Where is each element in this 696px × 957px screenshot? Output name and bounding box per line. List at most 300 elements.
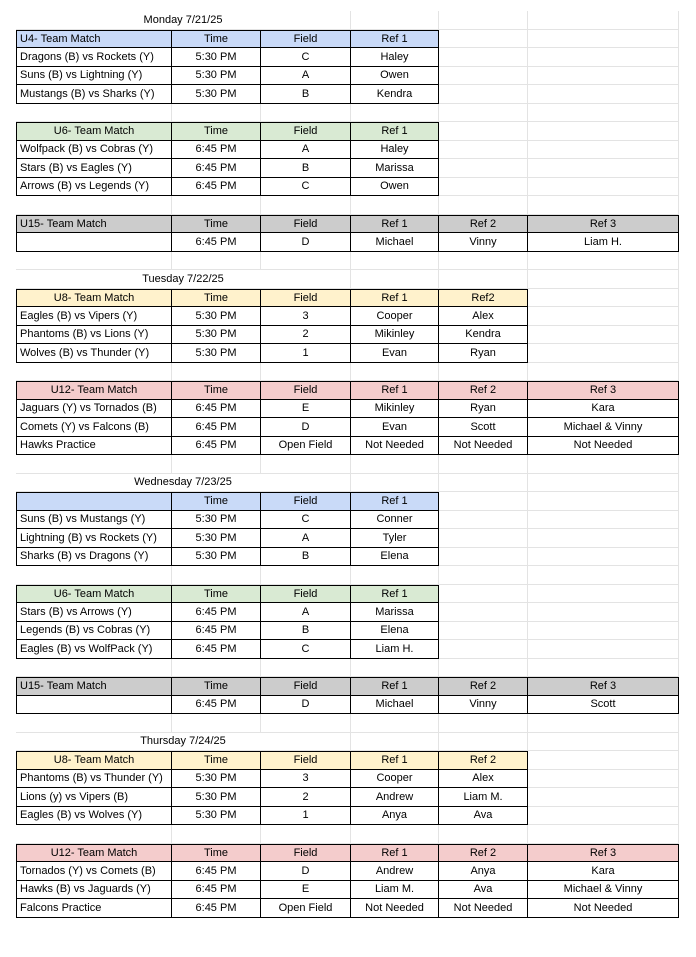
empty-cell[interactable] (261, 714, 351, 733)
value-cell[interactable]: Andrew (351, 788, 439, 807)
column-header[interactable]: Time (172, 751, 261, 770)
empty-cell[interactable] (351, 252, 439, 271)
empty-cell[interactable] (351, 11, 439, 30)
value-cell[interactable]: 5:30 PM (172, 511, 261, 530)
value-cell[interactable]: Vinny (439, 233, 528, 252)
empty-cell[interactable] (16, 566, 172, 585)
value-cell[interactable]: Michael (351, 696, 439, 715)
empty-cell[interactable] (351, 733, 439, 752)
empty-cell[interactable] (528, 270, 679, 289)
empty-cell[interactable] (439, 122, 528, 141)
value-cell[interactable]: 5:30 PM (172, 67, 261, 86)
column-header[interactable]: Ref 2 (439, 844, 528, 863)
empty-cell[interactable] (261, 659, 351, 678)
empty-cell[interactable] (351, 363, 439, 382)
value-cell[interactable]: A (261, 67, 351, 86)
value-cell[interactable]: Conner (351, 511, 439, 530)
empty-cell[interactable] (528, 178, 679, 197)
value-cell[interactable]: C (261, 48, 351, 67)
column-header[interactable]: Ref2 (439, 289, 528, 308)
value-cell[interactable]: Haley (351, 48, 439, 67)
value-cell[interactable]: Kendra (439, 326, 528, 345)
value-cell[interactable]: A (261, 141, 351, 160)
value-cell[interactable]: Liam H. (528, 233, 679, 252)
value-cell[interactable]: Evan (351, 418, 439, 437)
table-row (16, 418, 679, 437)
empty-cell[interactable] (528, 474, 679, 493)
empty-cell[interactable] (439, 141, 528, 160)
table-row (16, 788, 679, 807)
value-cell[interactable]: B (261, 159, 351, 178)
value-cell[interactable]: 5:30 PM (172, 548, 261, 567)
value-cell[interactable]: 6:45 PM (172, 233, 261, 252)
day-title[interactable]: Wednesday 7/23/25 (16, 474, 351, 493)
match-cell[interactable] (16, 696, 172, 715)
day-title[interactable]: Monday 7/21/25 (16, 11, 351, 30)
value-cell[interactable]: Kara (528, 400, 679, 419)
value-cell[interactable]: A (261, 603, 351, 622)
team-match-header[interactable]: U8- Team Match (16, 751, 172, 770)
value-cell[interactable]: Open Field (261, 899, 351, 918)
table-row (16, 881, 679, 900)
value-cell[interactable]: A (261, 529, 351, 548)
column-header[interactable]: Ref 1 (351, 30, 439, 49)
value-cell[interactable]: 5:30 PM (172, 770, 261, 789)
value-cell[interactable]: D (261, 418, 351, 437)
empty-cell[interactable] (528, 511, 679, 530)
column-header[interactable]: Ref 1 (351, 751, 439, 770)
match-cell[interactable]: Lions (y) vs Vipers (B) (16, 788, 172, 807)
column-header[interactable]: Ref 1 (351, 492, 439, 511)
column-header[interactable]: Field (261, 844, 351, 863)
empty-cell[interactable] (351, 474, 439, 493)
column-header[interactable]: Ref 1 (351, 677, 439, 696)
value-cell[interactable]: Cooper (351, 307, 439, 326)
column-header[interactable]: Time (172, 122, 261, 141)
day-title[interactable]: Thursday 7/24/25 (16, 733, 351, 752)
value-cell[interactable]: Scott (528, 696, 679, 715)
value-cell[interactable]: Ava (439, 807, 528, 826)
value-cell[interactable]: Elena (351, 622, 439, 641)
empty-cell[interactable] (528, 344, 679, 363)
empty-cell[interactable] (528, 770, 679, 789)
empty-cell[interactable] (351, 714, 439, 733)
column-header[interactable]: Time (172, 30, 261, 49)
column-header[interactable]: Ref 3 (528, 844, 679, 863)
match-cell[interactable]: Legends (B) vs Cobras (Y) (16, 622, 172, 641)
value-cell[interactable]: Ryan (439, 400, 528, 419)
spacer-row (16, 714, 679, 733)
empty-cell[interactable] (16, 196, 172, 215)
value-cell[interactable]: 6:45 PM (172, 881, 261, 900)
empty-cell[interactable] (528, 603, 679, 622)
value-cell[interactable]: 6:45 PM (172, 640, 261, 659)
empty-cell[interactable] (528, 11, 679, 30)
column-header[interactable]: Field (261, 122, 351, 141)
column-header[interactable]: Time (172, 677, 261, 696)
value-cell[interactable]: 5:30 PM (172, 307, 261, 326)
empty-cell[interactable] (351, 825, 439, 844)
value-cell[interactable]: Ryan (439, 344, 528, 363)
team-match-header[interactable]: U12- Team Match (16, 844, 172, 863)
value-cell[interactable]: 6:45 PM (172, 159, 261, 178)
value-cell[interactable]: Scott (439, 418, 528, 437)
value-cell[interactable]: 5:30 PM (172, 344, 261, 363)
match-cell[interactable]: Comets (Y) vs Falcons (B) (16, 418, 172, 437)
empty-cell[interactable] (439, 104, 528, 123)
value-cell[interactable]: B (261, 622, 351, 641)
spacer-row (16, 825, 679, 844)
value-cell[interactable]: B (261, 85, 351, 104)
empty-cell[interactable] (439, 548, 528, 567)
empty-cell[interactable] (16, 659, 172, 678)
value-cell[interactable]: 6:45 PM (172, 696, 261, 715)
value-cell[interactable]: C (261, 511, 351, 530)
empty-cell[interactable] (261, 104, 351, 123)
value-cell[interactable]: 6:45 PM (172, 622, 261, 641)
column-header[interactable]: Ref 3 (528, 677, 679, 696)
value-cell[interactable]: Evan (351, 344, 439, 363)
empty-cell[interactable] (528, 307, 679, 326)
empty-cell[interactable] (528, 196, 679, 215)
value-cell[interactable]: 5:30 PM (172, 48, 261, 67)
value-cell[interactable]: 1 (261, 807, 351, 826)
match-cell[interactable]: Stars (B) vs Arrows (Y) (16, 603, 172, 622)
empty-cell[interactable] (439, 659, 528, 678)
team-match-header[interactable]: U6- Team Match (16, 585, 172, 604)
empty-cell[interactable] (528, 788, 679, 807)
match-cell[interactable]: Hawks (B) vs Jaguards (Y) (16, 881, 172, 900)
value-cell[interactable]: E (261, 400, 351, 419)
empty-cell[interactable] (528, 714, 679, 733)
value-cell[interactable]: 2 (261, 326, 351, 345)
empty-cell[interactable] (351, 196, 439, 215)
empty-cell[interactable] (351, 270, 439, 289)
date-row (16, 270, 679, 289)
match-cell[interactable]: Dragons (B) vs Rockets (Y) (16, 48, 172, 67)
column-header[interactable]: Time (172, 585, 261, 604)
empty-cell[interactable] (528, 159, 679, 178)
team-match-header[interactable]: U6- Team Match (16, 122, 172, 141)
empty-cell[interactable] (528, 363, 679, 382)
empty-cell[interactable] (528, 548, 679, 567)
empty-cell[interactable] (439, 252, 528, 271)
empty-cell[interactable] (16, 363, 172, 382)
value-cell[interactable]: Open Field (261, 437, 351, 456)
match-cell[interactable]: Eagles (B) vs WolfPack (Y) (16, 640, 172, 659)
value-cell[interactable]: Not Needed (351, 899, 439, 918)
table-row (16, 529, 679, 548)
team-match-header[interactable]: U4- Team Match (16, 30, 172, 49)
value-cell[interactable]: 6:45 PM (172, 418, 261, 437)
column-header[interactable]: Ref 1 (351, 289, 439, 308)
empty-cell[interactable] (261, 825, 351, 844)
column-header[interactable]: Ref 3 (528, 215, 679, 234)
empty-cell[interactable] (528, 30, 679, 49)
empty-cell[interactable] (16, 714, 172, 733)
value-cell[interactable]: Elena (351, 548, 439, 567)
empty-cell[interactable] (261, 196, 351, 215)
team-match-header[interactable]: U8- Team Match (16, 289, 172, 308)
empty-cell[interactable] (528, 492, 679, 511)
match-cell[interactable]: Phantoms (B) vs Thunder (Y) (16, 770, 172, 789)
column-header[interactable]: Field (261, 30, 351, 49)
empty-cell[interactable] (172, 455, 261, 474)
value-cell[interactable]: Owen (351, 178, 439, 197)
empty-cell[interactable] (528, 289, 679, 308)
value-cell[interactable]: Haley (351, 141, 439, 160)
empty-cell[interactable] (351, 659, 439, 678)
empty-cell[interactable] (172, 252, 261, 271)
value-cell[interactable]: Michael & Vinny (528, 418, 679, 437)
column-header[interactable]: Time (172, 215, 261, 234)
value-cell[interactable]: Liam H. (351, 640, 439, 659)
value-cell[interactable]: Liam M. (439, 788, 528, 807)
value-cell[interactable]: Not Needed (439, 437, 528, 456)
empty-cell[interactable] (528, 85, 679, 104)
empty-cell[interactable] (528, 566, 679, 585)
table-row (16, 862, 679, 881)
value-cell[interactable]: 5:30 PM (172, 529, 261, 548)
value-cell[interactable]: Marissa (351, 159, 439, 178)
empty-cell[interactable] (528, 585, 679, 604)
value-cell[interactable]: E (261, 881, 351, 900)
column-header[interactable]: Field (261, 215, 351, 234)
empty-cell[interactable] (439, 622, 528, 641)
empty-cell[interactable] (528, 67, 679, 86)
column-header[interactable]: Ref 2 (439, 751, 528, 770)
column-header[interactable]: Field (261, 492, 351, 511)
empty-cell[interactable] (439, 492, 528, 511)
column-header[interactable]: Time (172, 844, 261, 863)
empty-cell[interactable] (528, 455, 679, 474)
column-header[interactable]: Ref 2 (439, 677, 528, 696)
column-header[interactable]: Field (261, 289, 351, 308)
empty-cell[interactable] (528, 640, 679, 659)
empty-cell[interactable] (439, 30, 528, 49)
value-cell[interactable]: 5:30 PM (172, 788, 261, 807)
match-cell[interactable]: Phantoms (B) vs Lions (Y) (16, 326, 172, 345)
column-header[interactable]: Ref 1 (351, 381, 439, 400)
empty-cell[interactable] (172, 196, 261, 215)
empty-cell[interactable] (439, 196, 528, 215)
column-header[interactable]: Field (261, 381, 351, 400)
empty-cell[interactable] (261, 252, 351, 271)
column-header[interactable]: Ref 2 (439, 381, 528, 400)
table-header-row (16, 585, 679, 604)
value-cell[interactable]: 6:45 PM (172, 437, 261, 456)
empty-cell[interactable] (16, 455, 172, 474)
value-cell[interactable]: 6:45 PM (172, 862, 261, 881)
empty-cell[interactable] (261, 363, 351, 382)
match-cell[interactable]: Wolfpack (B) vs Cobras (Y) (16, 141, 172, 160)
column-header[interactable]: Time (172, 381, 261, 400)
empty-cell[interactable] (439, 85, 528, 104)
empty-cell[interactable] (261, 455, 351, 474)
empty-cell[interactable] (528, 807, 679, 826)
empty-cell[interactable] (351, 104, 439, 123)
value-cell[interactable]: Ava (439, 881, 528, 900)
empty-cell[interactable] (439, 455, 528, 474)
column-header[interactable]: Time (172, 289, 261, 308)
value-cell[interactable]: 6:45 PM (172, 141, 261, 160)
column-header[interactable]: Ref 1 (351, 844, 439, 863)
value-cell[interactable]: D (261, 233, 351, 252)
match-cell[interactable]: Hawks Practice (16, 437, 172, 456)
match-cell[interactable]: Falcons Practice (16, 899, 172, 918)
team-match-header[interactable]: U12- Team Match (16, 381, 172, 400)
value-cell[interactable]: 2 (261, 788, 351, 807)
value-cell[interactable]: 6:45 PM (172, 400, 261, 419)
team-match-header[interactable] (16, 492, 172, 511)
value-cell[interactable]: 1 (261, 344, 351, 363)
value-cell[interactable]: Owen (351, 67, 439, 86)
empty-cell[interactable] (439, 159, 528, 178)
empty-cell[interactable] (439, 474, 528, 493)
empty-cell[interactable] (439, 67, 528, 86)
match-cell[interactable]: Eagles (B) vs Wolves (Y) (16, 807, 172, 826)
value-cell[interactable]: C (261, 178, 351, 197)
value-cell[interactable]: 6:45 PM (172, 178, 261, 197)
empty-cell[interactable] (439, 603, 528, 622)
value-cell[interactable]: 6:45 PM (172, 899, 261, 918)
value-cell[interactable]: 5:30 PM (172, 85, 261, 104)
value-cell[interactable]: 6:45 PM (172, 603, 261, 622)
empty-cell[interactable] (528, 751, 679, 770)
value-cell[interactable]: 5:30 PM (172, 326, 261, 345)
empty-cell[interactable] (172, 104, 261, 123)
value-cell[interactable]: D (261, 696, 351, 715)
empty-cell[interactable] (439, 566, 528, 585)
match-cell[interactable]: Lightning (B) vs Rockets (Y) (16, 529, 172, 548)
match-cell[interactable]: Stars (B) vs Eagles (Y) (16, 159, 172, 178)
value-cell[interactable]: Not Needed (528, 437, 679, 456)
value-cell[interactable]: Not Needed (439, 899, 528, 918)
value-cell[interactable]: Not Needed (528, 899, 679, 918)
empty-cell[interactable] (351, 455, 439, 474)
value-cell[interactable]: 3 (261, 307, 351, 326)
empty-cell[interactable] (439, 11, 528, 30)
spacer-row (16, 566, 679, 585)
empty-cell[interactable] (439, 178, 528, 197)
empty-cell[interactable] (528, 104, 679, 123)
value-cell[interactable]: C (261, 640, 351, 659)
column-header[interactable]: Ref 3 (528, 381, 679, 400)
value-cell[interactable]: 3 (261, 770, 351, 789)
value-cell[interactable]: Marissa (351, 603, 439, 622)
empty-cell[interactable] (528, 48, 679, 67)
value-cell[interactable]: Kara (528, 862, 679, 881)
value-cell[interactable]: Anya (351, 807, 439, 826)
empty-cell[interactable] (172, 659, 261, 678)
value-cell[interactable]: Cooper (351, 770, 439, 789)
empty-cell[interactable] (528, 529, 679, 548)
empty-cell[interactable] (439, 270, 528, 289)
empty-cell[interactable] (439, 511, 528, 530)
value-cell[interactable]: Alex (439, 770, 528, 789)
match-cell[interactable]: Suns (B) vs Lightning (Y) (16, 67, 172, 86)
empty-cell[interactable] (439, 529, 528, 548)
match-cell[interactable]: Wolves (B) vs Thunder (Y) (16, 344, 172, 363)
column-header[interactable]: Time (172, 492, 261, 511)
column-header[interactable]: Field (261, 751, 351, 770)
value-cell[interactable]: Mikinley (351, 326, 439, 345)
match-cell[interactable] (16, 233, 172, 252)
value-cell[interactable]: Kendra (351, 85, 439, 104)
match-cell[interactable]: Jaguars (Y) vs Tornados (B) (16, 400, 172, 419)
team-match-header[interactable]: U15- Team Match (16, 677, 172, 696)
team-match-header[interactable]: U15- Team Match (16, 215, 172, 234)
empty-cell[interactable] (528, 825, 679, 844)
value-cell[interactable]: Michael (351, 233, 439, 252)
column-header[interactable]: Ref 1 (351, 585, 439, 604)
empty-cell[interactable] (439, 48, 528, 67)
empty-cell[interactable] (16, 252, 172, 271)
empty-cell[interactable] (528, 326, 679, 345)
spacer-row (16, 196, 679, 215)
empty-cell[interactable] (261, 566, 351, 585)
empty-cell[interactable] (172, 825, 261, 844)
match-cell[interactable]: Mustangs (B) vs Sharks (Y) (16, 85, 172, 104)
column-header[interactable]: Ref 1 (351, 215, 439, 234)
empty-cell[interactable] (172, 566, 261, 585)
empty-cell[interactable] (439, 733, 528, 752)
empty-cell[interactable] (528, 733, 679, 752)
empty-cell[interactable] (528, 659, 679, 678)
value-cell[interactable]: B (261, 548, 351, 567)
table-row (16, 307, 679, 326)
value-cell[interactable]: Not Needed (351, 437, 439, 456)
value-cell[interactable]: Michael & Vinny (528, 881, 679, 900)
value-cell[interactable]: Alex (439, 307, 528, 326)
empty-cell[interactable] (439, 640, 528, 659)
empty-cell[interactable] (439, 585, 528, 604)
value-cell[interactable]: Tyler (351, 529, 439, 548)
column-header[interactable]: Field (261, 677, 351, 696)
day-title[interactable]: Tuesday 7/22/25 (16, 270, 351, 289)
empty-cell[interactable] (439, 363, 528, 382)
value-cell[interactable]: Vinny (439, 696, 528, 715)
empty-cell[interactable] (16, 104, 172, 123)
empty-cell[interactable] (528, 141, 679, 160)
empty-cell[interactable] (172, 363, 261, 382)
table-row (16, 899, 679, 918)
match-cell[interactable]: Tornados (Y) vs Comets (B) (16, 862, 172, 881)
column-header[interactable]: Field (261, 585, 351, 604)
empty-cell[interactable] (528, 252, 679, 271)
match-cell[interactable]: Sharks (B) vs Dragons (Y) (16, 548, 172, 567)
value-cell[interactable]: 5:30 PM (172, 807, 261, 826)
empty-cell[interactable] (351, 566, 439, 585)
empty-cell[interactable] (528, 122, 679, 141)
match-cell[interactable]: Eagles (B) vs Vipers (Y) (16, 307, 172, 326)
column-header[interactable]: Ref 2 (439, 215, 528, 234)
match-cell[interactable]: Arrows (B) vs Legends (Y) (16, 178, 172, 197)
column-header[interactable]: Ref 1 (351, 122, 439, 141)
match-cell[interactable]: Suns (B) vs Mustangs (Y) (16, 511, 172, 530)
empty-cell[interactable] (439, 714, 528, 733)
value-cell[interactable]: Mikinley (351, 400, 439, 419)
value-cell[interactable]: Andrew (351, 862, 439, 881)
table-row (16, 603, 679, 622)
empty-cell[interactable] (439, 825, 528, 844)
value-cell[interactable]: D (261, 862, 351, 881)
empty-cell[interactable] (172, 714, 261, 733)
empty-cell[interactable] (16, 825, 172, 844)
value-cell[interactable]: Liam M. (351, 881, 439, 900)
value-cell[interactable]: Anya (439, 862, 528, 881)
empty-cell[interactable] (528, 622, 679, 641)
